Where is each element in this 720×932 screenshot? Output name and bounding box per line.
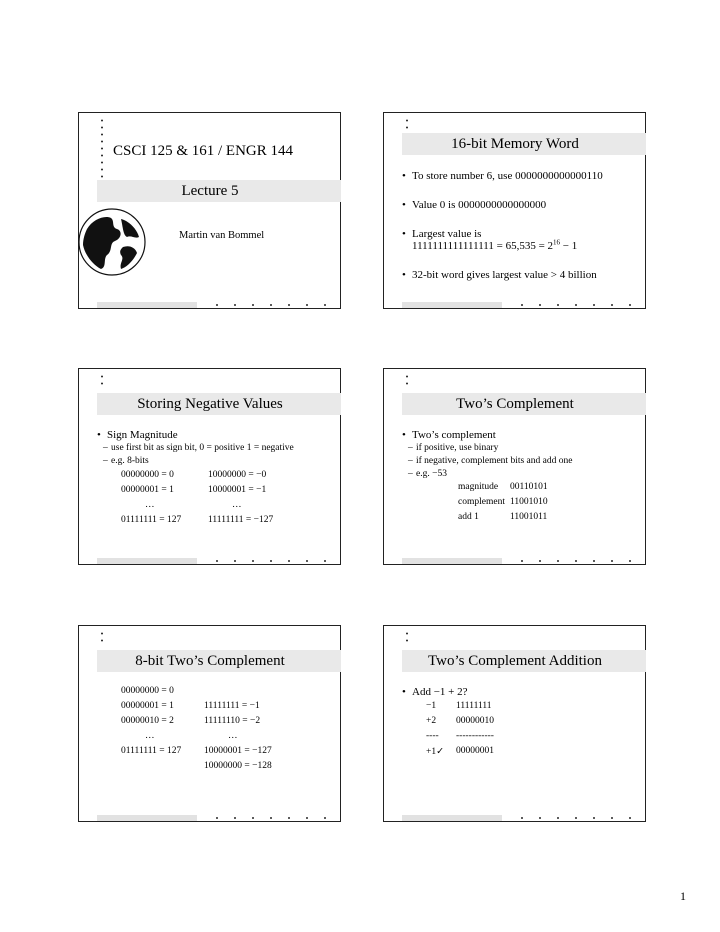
table-row bbox=[97, 731, 336, 746]
sign-magnitude-table bbox=[97, 470, 336, 530]
positive-value: 00000000 = 0 bbox=[121, 470, 174, 480]
table-row bbox=[97, 686, 336, 701]
footer-bar bbox=[402, 558, 502, 564]
decimal-operand: −1 bbox=[426, 701, 437, 711]
slide-1-title: CSCI 125 & 161 / ENGR 144 bbox=[113, 143, 294, 159]
slide-3-title: Storing Negative Values bbox=[137, 396, 283, 412]
step-row bbox=[402, 482, 641, 497]
slide-6-title: Two’s Complement Addition bbox=[428, 653, 602, 669]
step-row bbox=[402, 497, 641, 512]
horizontal-dots-decoration bbox=[513, 816, 639, 820]
step-value: 00110101 bbox=[510, 482, 548, 492]
negative-value: … bbox=[232, 500, 242, 510]
bullet-item: • Sign Magnitude bbox=[97, 429, 336, 441]
vertical-dots-decoration bbox=[101, 117, 103, 179]
table-row bbox=[97, 716, 336, 731]
positive-value: 00000010 = 2 bbox=[121, 716, 174, 726]
slide-2-content bbox=[402, 170, 641, 281]
binary-operand: 11111111 bbox=[456, 701, 492, 711]
addition-row bbox=[402, 716, 641, 731]
step-label: magnitude bbox=[458, 482, 499, 492]
negative-value: 11111111 = −127 bbox=[208, 515, 274, 525]
positive-value: … bbox=[145, 500, 155, 510]
bullet-item: • To store number 6, use 0000000000000110 bbox=[402, 170, 641, 182]
negative-value: 10000000 = −0 bbox=[208, 470, 267, 480]
slide-3-content bbox=[97, 429, 336, 530]
negative-value: 10000001 = −127 bbox=[204, 746, 272, 756]
step-label: add 1 bbox=[458, 512, 479, 522]
slide-5-content bbox=[97, 686, 336, 776]
slide-1-author: Martin van Bommel bbox=[179, 230, 265, 241]
bullet-item: • Add −1 + 2? bbox=[402, 686, 641, 698]
bullet-item: • Two’s complement bbox=[402, 429, 641, 441]
table-row bbox=[97, 701, 336, 716]
vertical-dots-decoration bbox=[101, 373, 103, 389]
decimal-operand: ---- bbox=[426, 731, 439, 741]
horizontal-dots-decoration bbox=[208, 559, 334, 563]
slide-4 bbox=[383, 368, 646, 565]
bullet-line: • Largest value is bbox=[412, 228, 482, 240]
step-row bbox=[402, 512, 641, 527]
slide-1 bbox=[78, 112, 341, 309]
negative-value: 10000001 = −1 bbox=[208, 485, 267, 495]
sub-bullet-item: – if positive, use binary bbox=[402, 443, 641, 453]
addition-row bbox=[402, 701, 641, 716]
slide-3 bbox=[78, 368, 341, 565]
complement-steps bbox=[402, 482, 641, 527]
step-label: complement bbox=[458, 497, 505, 507]
step-value: 11001011 bbox=[510, 512, 548, 522]
formula-suffix: − 1 bbox=[560, 240, 578, 252]
slide-2 bbox=[383, 112, 646, 309]
table-row bbox=[97, 500, 336, 515]
slide-4-content bbox=[402, 429, 641, 527]
formula-text: 1111111111111111 = 65,535 = 2 bbox=[412, 240, 554, 252]
horizontal-dots-decoration bbox=[513, 303, 639, 307]
positive-value: 00000001 = 1 bbox=[121, 485, 174, 495]
bullet-item: • 32-bit word gives largest value > 4 billion bbox=[402, 269, 641, 281]
globe-icon bbox=[77, 207, 147, 277]
bullet-item: • Value 0 is 0000000000000000 bbox=[402, 199, 641, 211]
footer-bar bbox=[97, 815, 197, 821]
positive-value: 01111111 = 127 bbox=[121, 746, 182, 756]
binary-operand: 00000010 bbox=[456, 716, 494, 726]
positive-value: … bbox=[145, 731, 155, 741]
addition-table bbox=[402, 701, 641, 761]
slide-5 bbox=[78, 625, 341, 822]
positive-value: 01111111 = 127 bbox=[121, 515, 182, 525]
footer-bar bbox=[402, 815, 502, 821]
vertical-dots-decoration bbox=[101, 630, 103, 646]
sub-bullet-item: – if negative, complement bits and add one bbox=[402, 456, 641, 466]
negative-value: 10000000 = −128 bbox=[204, 761, 272, 771]
slide-2-title: 16-bit Memory Word bbox=[451, 136, 579, 152]
binary-result: 00000001 bbox=[456, 746, 494, 756]
horizontal-dots-decoration bbox=[208, 303, 334, 307]
negative-value: 11111110 = −2 bbox=[204, 716, 261, 726]
formula-exponent: 16 bbox=[553, 238, 561, 247]
slide-4-title: Two’s Complement bbox=[456, 396, 574, 412]
footer-bar bbox=[402, 302, 502, 308]
footer-bar bbox=[97, 302, 197, 308]
slide-6 bbox=[383, 625, 646, 822]
bullet-item bbox=[402, 228, 641, 252]
horizontal-dots-decoration bbox=[208, 816, 334, 820]
step-value: 11001010 bbox=[510, 497, 548, 507]
decimal-operand: +2 bbox=[426, 716, 437, 726]
sub-bullet-item: – e.g. 8-bits bbox=[97, 456, 336, 466]
slide-1-subtitle: Lecture 5 bbox=[181, 183, 239, 199]
positive-value: 00000000 = 0 bbox=[121, 686, 174, 696]
vertical-dots-decoration bbox=[406, 117, 408, 133]
negative-value: … bbox=[228, 731, 238, 741]
binary-operand: ------------ bbox=[456, 731, 494, 741]
slide-6-content bbox=[402, 686, 641, 761]
sub-bullet-item: – e.g. −53 bbox=[402, 469, 641, 479]
positive-value: 00000001 = 1 bbox=[121, 701, 174, 711]
bullet-line bbox=[412, 240, 641, 252]
footer-bar bbox=[97, 558, 197, 564]
horizontal-dots-decoration bbox=[513, 559, 639, 563]
vertical-dots-decoration bbox=[406, 630, 408, 646]
addition-row bbox=[402, 746, 641, 761]
sub-bullet-item: – use first bit as sign bit, 0 = positive 1 = negative bbox=[97, 443, 336, 453]
table-row bbox=[97, 515, 336, 530]
table-row bbox=[97, 761, 336, 776]
table-row bbox=[97, 485, 336, 500]
table-row bbox=[97, 746, 336, 761]
addition-row bbox=[402, 731, 641, 746]
decimal-result: +1✓ bbox=[426, 747, 445, 757]
slide-5-title: 8-bit Two’s Complement bbox=[135, 653, 285, 669]
negative-value: 11111111 = −1 bbox=[204, 701, 260, 711]
vertical-dots-decoration bbox=[406, 373, 408, 389]
table-row bbox=[97, 470, 336, 485]
page-number: 1 bbox=[680, 889, 686, 903]
